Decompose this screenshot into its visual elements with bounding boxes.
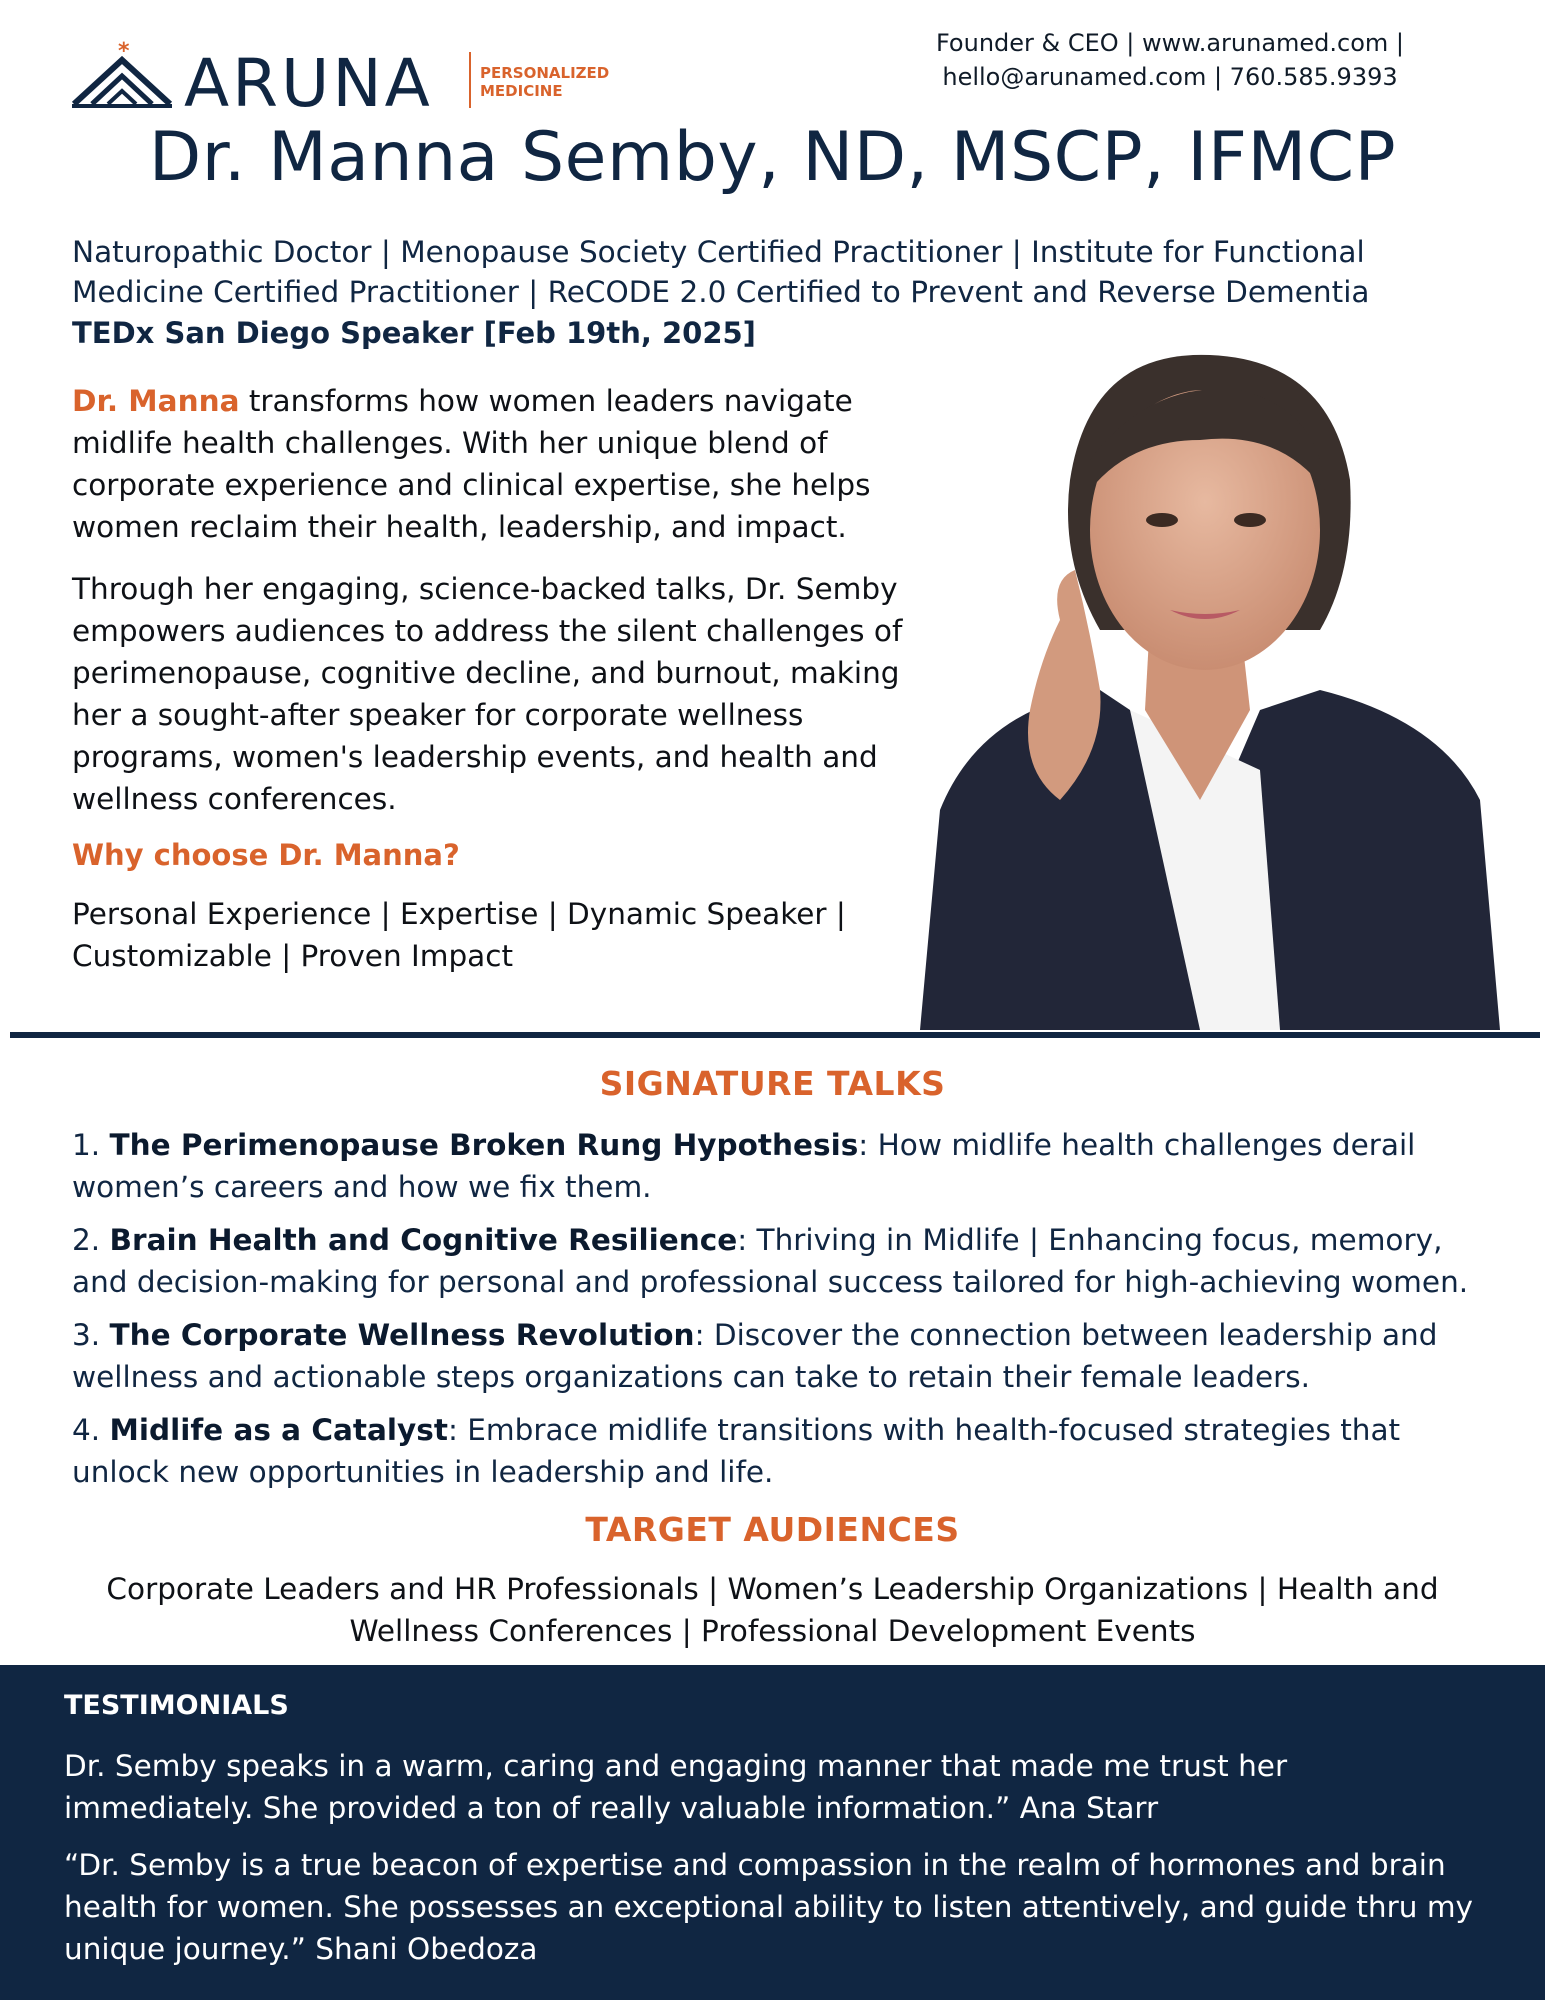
testimonials-heading: TESTIMONIALS: [64, 1690, 289, 1721]
talk-item: 4. Midlife as a Catalyst: Embrace midlife transitions with health-focused strategies that unlock new opportunities in leadership and life.: [72, 1413, 1401, 1489]
talk-title: Brain Health and Cognitive Resilience: [109, 1223, 738, 1257]
intro-highlight-name: Dr. Manna: [72, 384, 240, 418]
section-divider: [10, 1032, 1540, 1038]
speaker-portrait-image: [900, 330, 1500, 1030]
contact-info: [900, 26, 1440, 94]
contact-line-2[interactable]: hello@arunamed.com | 760.585.9393: [942, 63, 1398, 91]
aruna-logo: [72, 38, 632, 110]
contact-line-1[interactable]: Founder & CEO | www.arunamed.com |: [935, 29, 1405, 57]
talk-description: : How midlife health challenges derail women’s careers and how we fix them.: [72, 1128, 1416, 1204]
svg-text:*: *: [118, 39, 130, 64]
talk-item: 1. The Perimenopause Broken Rung Hypothesis: How midlife health challenges derail women’s careers and how we fix them.: [72, 1128, 1416, 1204]
mountain-logo-icon: [72, 39, 172, 106]
logo-tagline-1: PERSONALIZED: [480, 64, 610, 82]
talk-item: 2. Brain Health and Cognitive Resilience: Thriving in Midlife | Enhancing focus, memory, and decision-making for personal and professional success tailored for high-achieving women.: [72, 1223, 1469, 1299]
intro-paragraph-1: [72, 380, 952, 548]
logo-brand-text: ARUNA: [184, 45, 433, 110]
talk-title: The Corporate Wellness Revolution: [109, 1318, 695, 1352]
intro-paragraph-1-text: transforms how women leaders navigate midlife health challenges. With her unique blend of corporate experience and clinical expertise, she helps women reclaim their health, leadership, and impact.: [72, 384, 871, 544]
signature-talks-list: [72, 1124, 1492, 1504]
testimonial-quote-2: “Dr. Semby is a true beacon of expertise and compassion in the realm of hormones and brain health for women. She possesses an exceptional ability to listen attentively, and guide thru my unique journey.” Shani Obedoza: [64, 1848, 1474, 1966]
logo-tagline-2: MEDICINE: [480, 82, 563, 100]
tedx-badge: TEDx San Diego Speaker [Feb 19th, 2025]: [72, 316, 756, 350]
talk-title: The Perimenopause Broken Rung Hypothesis: [109, 1128, 859, 1162]
why-text: Personal Experience | Expertise | Dynamic Speaker | Customizable | Proven Impact: [72, 897, 846, 973]
credentials: Naturopathic Doctor | Menopause Society Certified Practitioner | Institute for Functional Medicine Certified Practitioner | ReCODE 2.0 Certified to Prevent and Reverse Dementia: [72, 235, 1370, 309]
talk-description: : Discover the connection between leadership and wellness and actionable steps organizations can take to retain their female leaders.: [72, 1318, 1438, 1394]
talk-title: Midlife as a Catalyst: [109, 1413, 448, 1447]
talk-item: 3. The Corporate Wellness Revolution: Discover the connection between leadership and wellness and actionable steps organizations can take to retain their female leaders.: [72, 1318, 1438, 1394]
testimonial-quote-1: Dr. Semby speaks in a warm, caring and engaging manner that made me trust her immediately. She provided a ton of really valuable information.” Ana Starr: [64, 1749, 1288, 1825]
signature-talks-heading: SIGNATURE TALKS: [599, 1064, 946, 1103]
target-audiences-heading: TARGET AUDIENCES: [585, 1510, 960, 1549]
why-heading: Why choose Dr. Manna?: [72, 838, 460, 872]
talk-description: : Thriving in Midlife | Enhancing focus, memory, and decision-making for personal and professional success tailored for high-achieving women.: [72, 1223, 1469, 1299]
talk-description: : Embrace midlife transitions with health-focused strategies that unlock new opportunities in leadership and life.: [72, 1413, 1401, 1489]
speaker-name: Dr. Manna Semby, ND, MSCP, IFMCP: [148, 118, 1397, 197]
intro-paragraph-2: Through her engaging, science-backed talks, Dr. Semby empowers audiences to address the silent challenges of perimenopause, cognitive decline, and burnout, making her a sought-after speaker for corporate wellness programs, women's leadership events, and health and wellness conferences.: [72, 572, 903, 816]
target-audiences-text: Corporate Leaders and HR Professionals | Women’s Leadership Organizations | Health and Wellness Conferences | Professional Development Events: [106, 1572, 1439, 1648]
